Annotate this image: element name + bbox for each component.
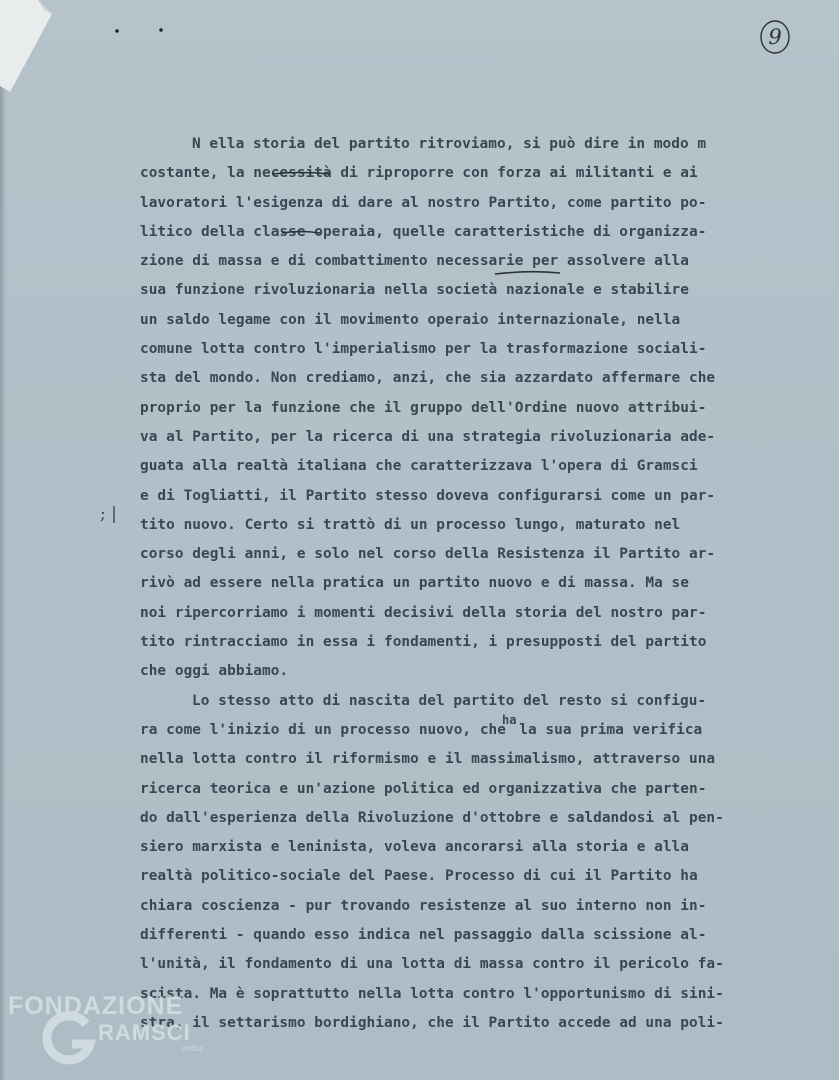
paragraph-2-first-line: Lo stesso atto di nascita del partito del resto si configu- (192, 692, 707, 709)
text-line: e di Togliatti, il Partito stesso doveva configurarsi come un par- (140, 487, 716, 504)
text-line: sta del mondo. Non crediamo, anzi, che sia azzardato affermare che (140, 370, 716, 387)
text-line: l'unità, il fondamento di una lotta di massa contro il pericolo fa- (140, 956, 724, 973)
text-line: comune lotta contro l'imperialismo per la trasformazione sociali- (140, 341, 707, 358)
text-line: do dall'esperienza della Rivoluzione d'ottobre e saldandosi al pen- (140, 809, 724, 826)
text-line: nella lotta contro il riformismo e il massimalismo, attraverso una (140, 751, 716, 768)
watermark-subtitle: onlus (182, 1044, 204, 1053)
text-line: corso degli anni, e solo nel corso della Resistenza il Partito ar- (140, 546, 716, 563)
gramsci-g-logo-icon (38, 1010, 98, 1066)
handwritten-insertion: ha (501, 712, 517, 727)
text-line: siero marxista e leninista, voleva ancorarsi alla storia e alla (140, 839, 689, 856)
text-line: costante, la necessità di riproporre con forza ai militanti e ai (140, 165, 698, 182)
text-line: noi ripercorriamo i momenti decisivi della storia del nostro par- (140, 604, 707, 621)
text-line: ricerca teorica e un'azione politica ed organizzativa che parten- (140, 780, 707, 797)
text-line: proprio per la funzione che il gruppo dell'Ordine nuovo attribui- (140, 399, 707, 416)
watermark-line-2: RAMSCI (98, 1020, 191, 1045)
text-line: scista. Ma è soprattutto nella lotta contro l'opportunismo di sini- (140, 985, 724, 1002)
fondazione-gramsci-watermark (4, 988, 234, 1072)
text-line: realtà politico-sociale del Paese. Processo di cui il Partito ha (140, 868, 698, 885)
text-line: che oggi abbiamo. (140, 663, 289, 680)
text-line: lavoratori l'esigenza di dare al nostro Partito, come partito po- (140, 194, 707, 211)
text-line: guata alla realtà italiana che caratterizzava l'opera di Gramsci (140, 458, 698, 475)
text-line: N ella storia del partito ritroviamo, si può dire in modo m (192, 136, 707, 152)
text-line: stra, il settarismo bordighiano, che il Partito accede ad una poli- (140, 1014, 724, 1031)
page-number-text: 9 (768, 25, 782, 49)
text-line: sua funzione rivoluzionaria nella società nazionale e stabilire (140, 282, 689, 299)
second-line-after: la sua prima verifica (519, 721, 703, 738)
text-line: litico della classe operaia, quelle caratteristiche di organizza- (140, 223, 707, 240)
text-line: zione di massa e di combattimento necessarie per assolvere alla (140, 253, 689, 270)
text-line: rivò ad essere nella pratica un partito nuovo e di massa. Ma se (140, 575, 689, 592)
text-line: va al Partito, per la ricerca di una strategia rivoluzionaria ade- (140, 428, 716, 445)
text-line: tito rintracciamo in essa i fondamenti, i presupposti del partito (140, 634, 707, 651)
text-line: differenti - quando esso indica nel passaggio dalla scissione al- (140, 927, 707, 944)
watermark-line-1: FONDAZIONE (8, 992, 184, 1020)
second-line-before: ra come l'inizio di un processo nuovo, che (140, 721, 506, 738)
margin-annotation: ; | (100, 504, 117, 524)
text-line: un saldo legame con il movimento operaio internazionale, nella (140, 311, 681, 328)
text-line: tito nuovo. Certo si trattò di un processo lungo, maturato nel (140, 516, 681, 533)
text-line: chiara coscienza - pur trovando resistenze al suo interno non in- (140, 897, 707, 914)
